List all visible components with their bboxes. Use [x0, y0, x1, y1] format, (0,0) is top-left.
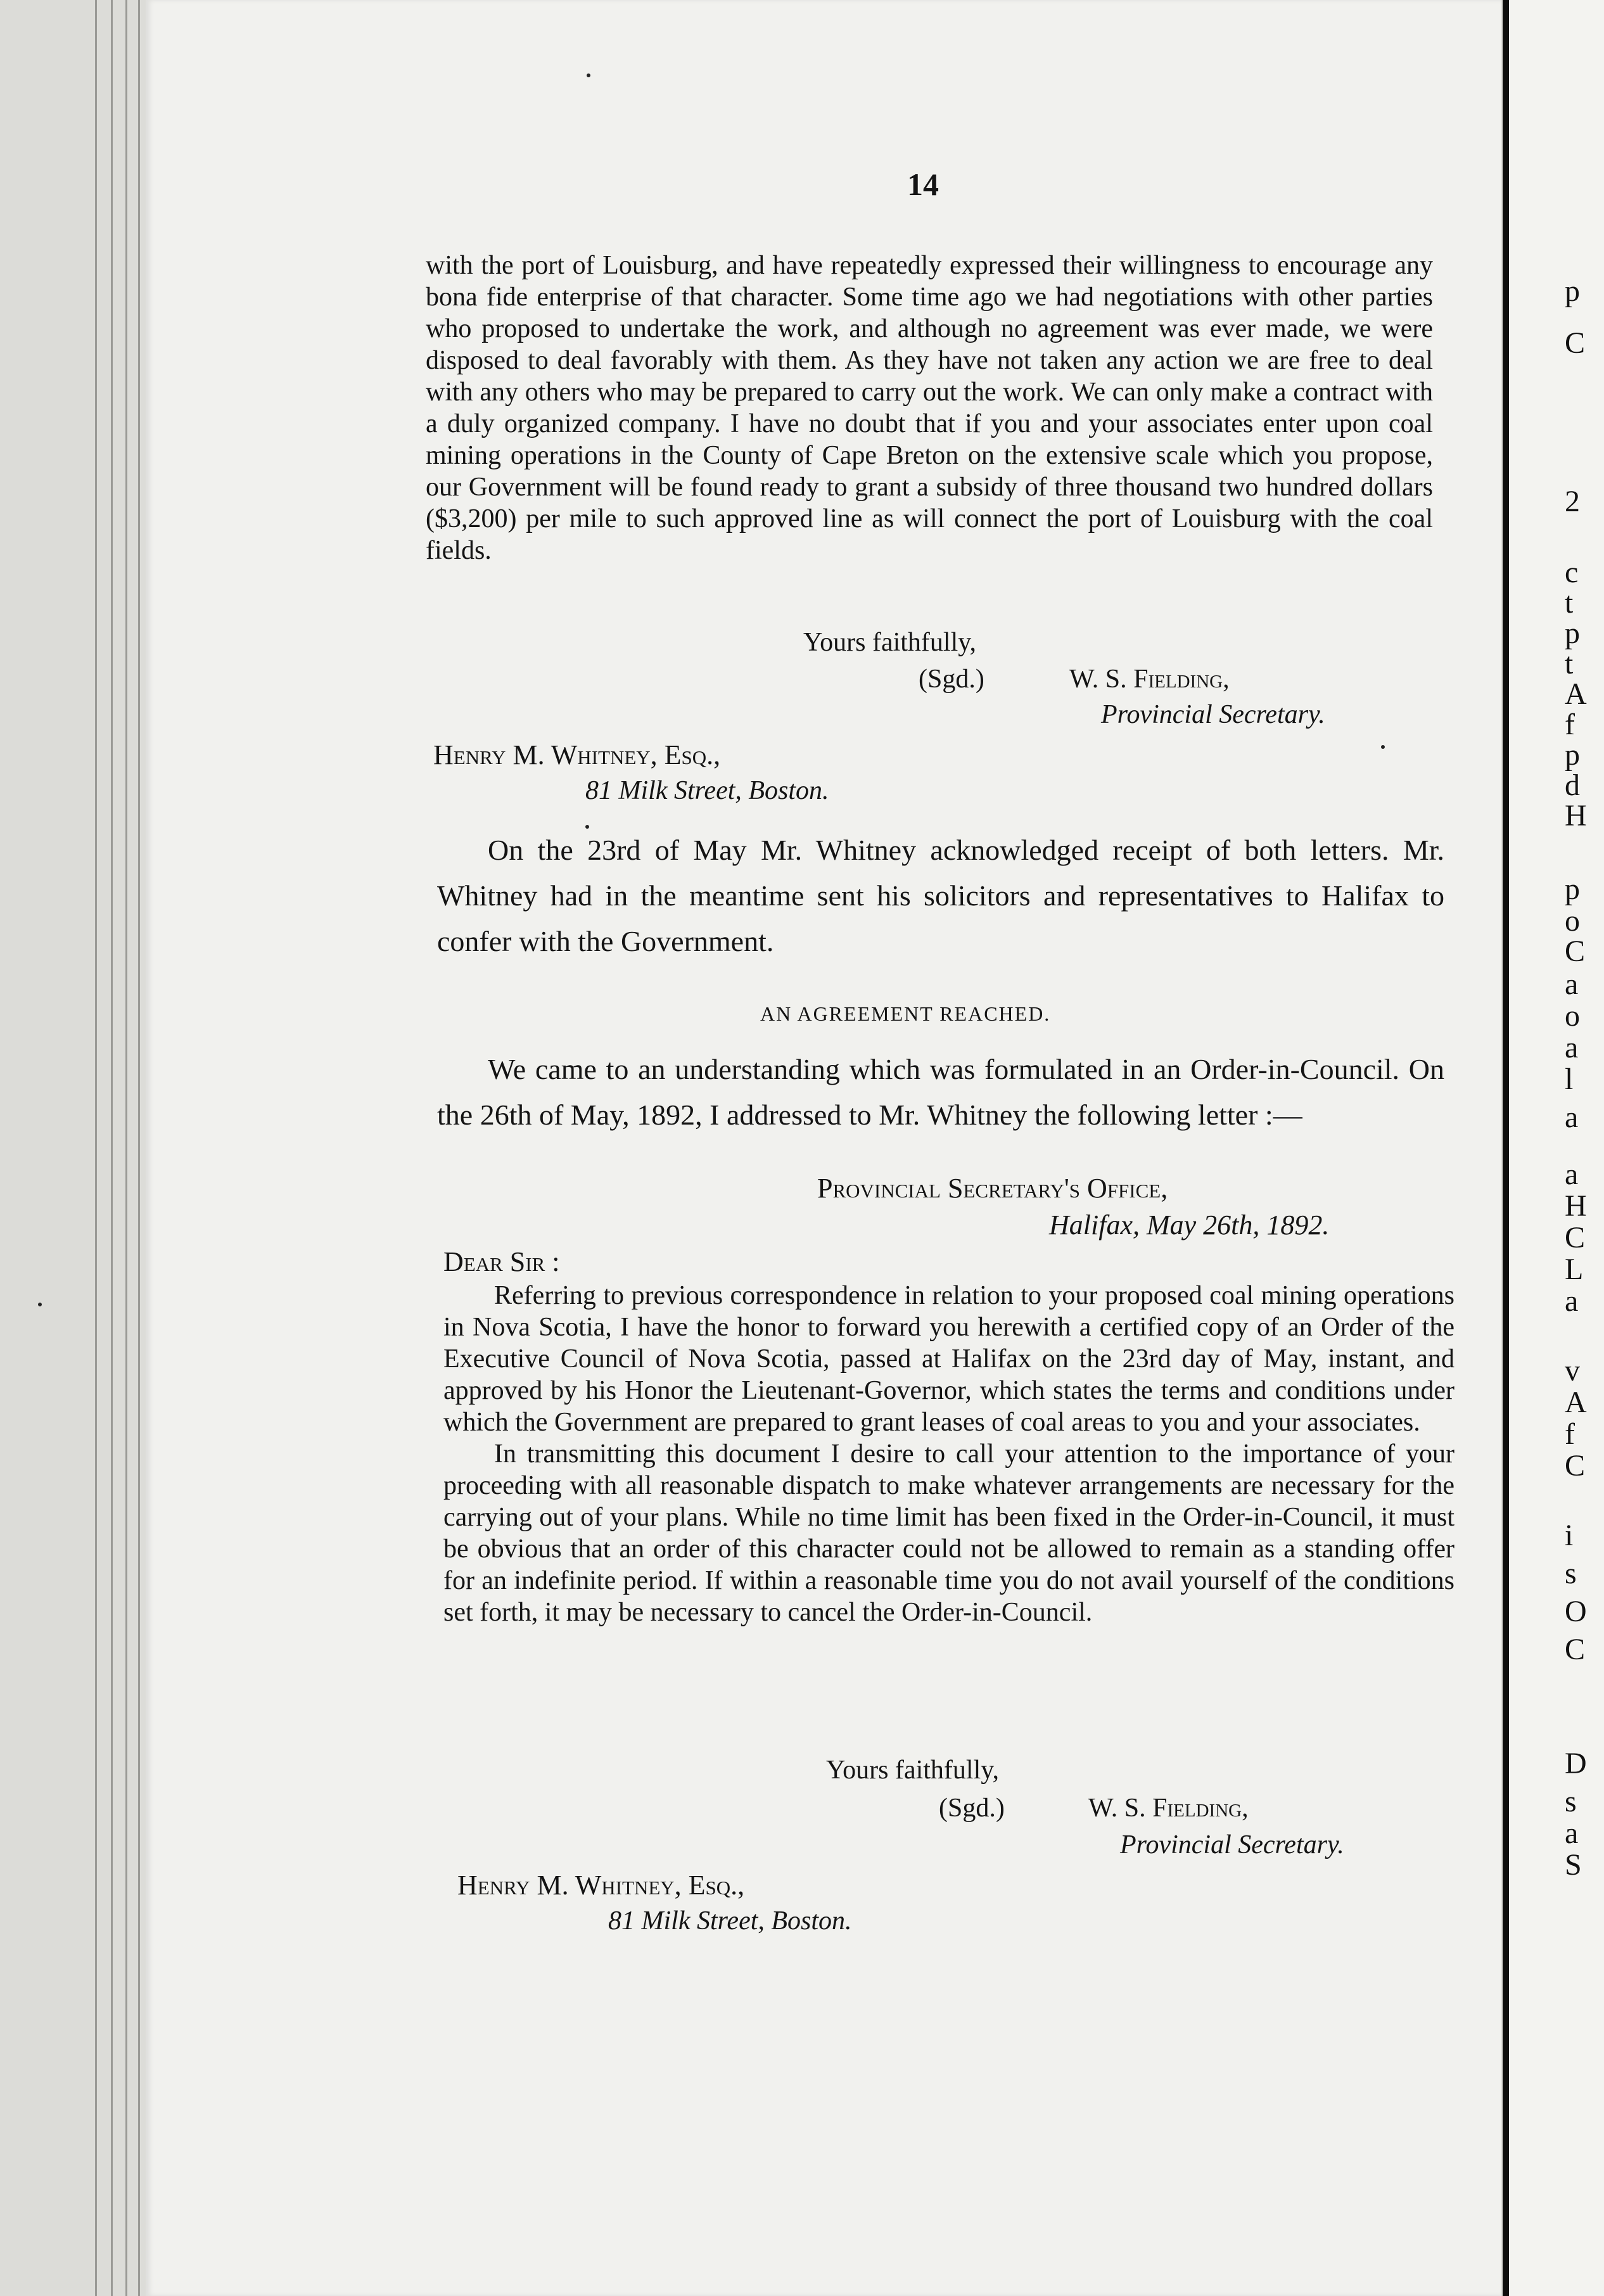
letter-2-signer-title: Provincial Secretary.: [1120, 1830, 1344, 1859]
page-number: 14: [907, 167, 939, 202]
adjacent-page-letter: C: [1565, 1449, 1586, 1483]
letter-2-closing: Yours faithfully,: [826, 1756, 1000, 1785]
adjacent-page-letter: S: [1565, 1848, 1582, 1882]
letter-2-salutation: Dear Sir :: [443, 1246, 560, 1277]
letter-2-addressee: Henry M. Whitney, Esq.,: [457, 1870, 745, 1901]
adjacent-page-letter: o: [1565, 904, 1580, 938]
letter-1-signer-title: Provincial Secretary.: [1101, 700, 1325, 729]
letter-1-signer: W. S. Fielding,: [1069, 665, 1230, 694]
narrative-paragraph-2: We came to an understanding which was formulated in an Order-in-Council. On the 26th of May, 1892, I addressed to Mr. Whitney the following letter :—: [437, 1053, 1444, 1131]
narrative-paragraph-1: On the 23rd of May Mr. Whitney acknowledged receipt of both letters. Mr. Whitney had in the meantime sent his solicitors and representatives to Halifax to confer with the Government.: [437, 834, 1444, 957]
page-stack-edge: [95, 0, 97, 2296]
adjacent-page-letter: f: [1565, 708, 1575, 741]
adjacent-page-letter: v: [1565, 1354, 1580, 1387]
adjacent-page-letter: c: [1565, 556, 1579, 589]
adjacent-page-letter: H: [1565, 1189, 1587, 1223]
adjacent-page-letter: p: [1565, 616, 1580, 650]
adjacent-page-letter: C: [1565, 1633, 1586, 1666]
page-stack-edge: [125, 0, 127, 2296]
adjacent-page-letter: o: [1565, 999, 1580, 1033]
adjacent-page-letter: O: [1565, 1595, 1587, 1628]
scan-speck: [585, 825, 589, 829]
letter-1-closing: Yours faithfully,: [803, 628, 977, 657]
adjacent-page-letter: s: [1565, 1785, 1577, 1818]
binding-fold: [1503, 0, 1509, 2296]
adjacent-page-letter: A: [1565, 677, 1587, 711]
adjacent-page-letter: i: [1565, 1519, 1574, 1552]
adjacent-page-letter: 2: [1565, 485, 1580, 518]
adjacent-page-letter: f: [1565, 1417, 1575, 1451]
adjacent-page-letter: a: [1565, 1100, 1579, 1134]
adjacent-page-letter: l: [1565, 1062, 1574, 1096]
adjacent-page-letter: a: [1565, 967, 1579, 1001]
adjacent-page-letter: a: [1565, 1031, 1579, 1064]
adjacent-page-letter: L: [1565, 1253, 1584, 1286]
letter-2-paragraph-1: Referring to previous correspondence in relation to your proposed coal mining operations in Nova Scotia, I have the honor to forward you herewith a certified copy of an Order of the Executive Council of Nova Scotia, passed at Halifax on the 23rd day of May, instant, and approved by his Honor the Lieutenant-Governor, which states the terms and conditions under which the Government are prepared to grant leases of coal areas to you and your associates.: [443, 1281, 1454, 1437]
section-heading: AN AGREEMENT REACHED.: [760, 1002, 1051, 1025]
adjacent-page-letter: a: [1565, 1284, 1579, 1318]
adjacent-page-letter: p: [1565, 738, 1580, 772]
adjacent-page-letter: t: [1565, 647, 1574, 680]
scan-speck: [38, 1303, 42, 1306]
letter-2-signer: W. S. Fielding,: [1088, 1794, 1249, 1823]
adjacent-page-letter: s: [1565, 1557, 1577, 1590]
adjacent-page-letter: H: [1565, 799, 1587, 832]
adjacent-page-letter: a: [1565, 1816, 1579, 1850]
letter-1-text: with the port of Louisburg, and have repeatedly expressed their willingness to encourage any bona fide enterprise of that character. Some time ago we had negotiations with other parties who proposed to undertake the work, and although no agreement was ever made, we were disposed to deal favorably with them. As they have not taken any action we are free to deal with any others who may be prepared to carry out the work. We can only make a contract with a duly organized company. I have no doubt that if you and your associates enter upon coal mining operations in the County of Cape Breton on the extensive scale which you propose, our Government will be found ready to grant a subsidy of three thousand two hundred dollars ($3,200) per mile to such approved line as will connect the port of Louisburg with the coal fields.: [426, 251, 1433, 565]
adjacent-page-letter: a: [1565, 1158, 1579, 1191]
letter-1-sgd: (Sgd.): [919, 665, 984, 694]
letter-2-paragraph-2: In transmitting this document I desire to call your attention to the importance of your proceeding with all reasonable dispatch to make whatever arrangements are necessary for the carrying out of your plans. While no time limit has been fixed in the Order-in-Council, it must be obvious that an order of this character could not be allowed to remain as a standing offer for an indefinite period. If within a reasonable time you do not avail yourself of the conditions set forth, it may be necessary to cancel the Order-in-Council.: [443, 1439, 1454, 1627]
letter-1-body: [426, 250, 1433, 566]
page-stack-edge: [138, 0, 140, 2296]
adjacent-page-letter: C: [1565, 934, 1586, 968]
adjacent-page-letter: p: [1565, 274, 1580, 308]
adjacent-page-letter: p: [1565, 872, 1580, 906]
scan-speck: [1381, 745, 1385, 749]
letter-2-address: 81 Milk Street, Boston.: [608, 1906, 852, 1936]
letter-1-addressee: Henry M. Whitney, Esq.,: [433, 739, 721, 770]
adjacent-page-letter: A: [1565, 1386, 1587, 1419]
adjacent-page-letter: C: [1565, 1221, 1586, 1254]
adjacent-page-letter: C: [1565, 326, 1586, 360]
scan-speck: [587, 73, 590, 77]
adjacent-page-letter: D: [1565, 1747, 1587, 1780]
letter-2-body: [443, 1280, 1454, 1628]
letter-2-sgd: (Sgd.): [939, 1794, 1005, 1823]
letter-2-office: Provincial Secretary's Office,: [817, 1173, 1168, 1204]
adjacent-page-letter: t: [1565, 586, 1574, 620]
adjacent-page-fragments: [1565, 0, 1604, 2296]
adjacent-page-letter: d: [1565, 769, 1580, 802]
letter-2-place-date: Halifax, May 26th, 1892.: [1049, 1209, 1330, 1240]
page-stack-edge: [111, 0, 113, 2296]
letter-1-address: 81 Milk Street, Boston.: [585, 776, 829, 805]
